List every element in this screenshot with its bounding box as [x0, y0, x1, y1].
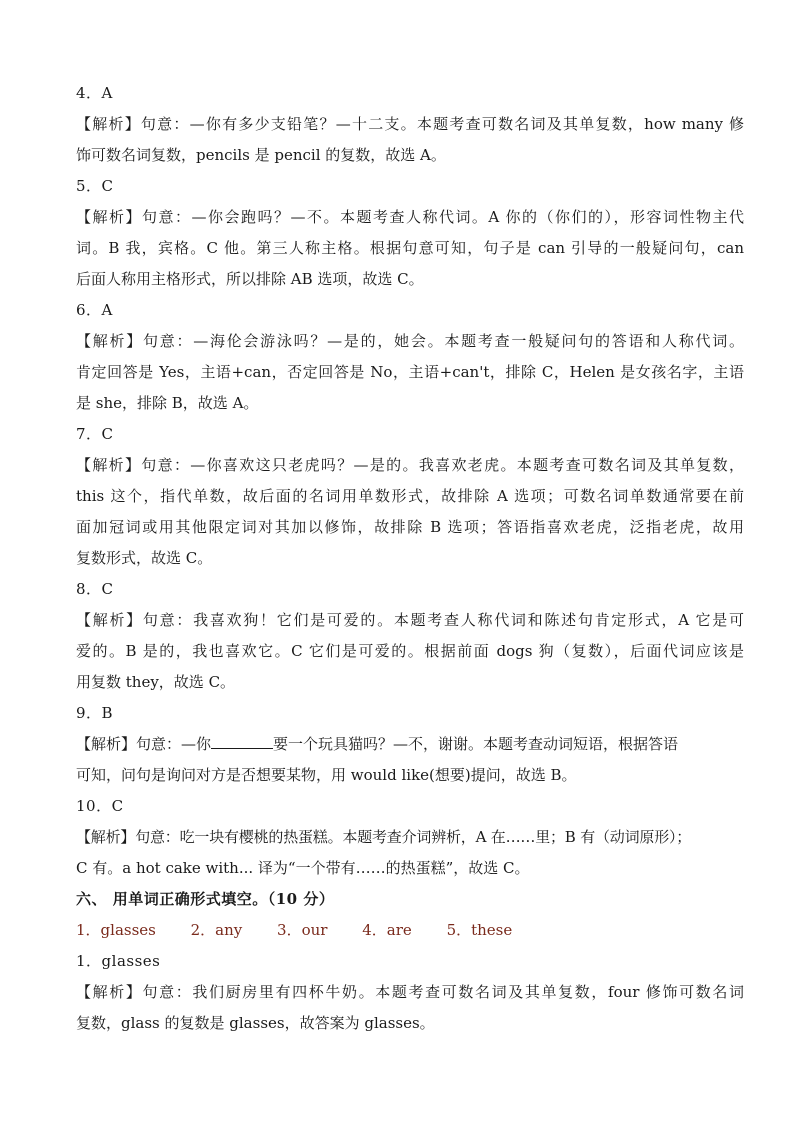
- explanation-line: 复数，glass 的复数是 glasses，故答案为 glasses。: [76, 1014, 435, 1032]
- explanation-line: C 有。a hot cake with... 译为“一个带有……的热蛋糕”，故选 C。: [76, 859, 530, 877]
- explanation-line: 【解析】句意：—海伦会游泳吗？—是的，她会。本题考查一般疑问句的答语和人称代词。: [76, 332, 744, 350]
- answer-number: 5．C: [76, 177, 114, 195]
- answer-number: 8．C: [76, 580, 114, 598]
- answer-number: 9．B: [76, 704, 114, 722]
- answer-key-item: 2．any: [190, 921, 243, 939]
- explanation-line: 可知，问句是询问对方是否想要某物，用 would like(想要)提问，故选 B。: [76, 766, 577, 784]
- explanation-line: 词。B 我，宾格。C 他。第三人称主格。根据句意可知，句子是 can 引导的一般疑问句，can: [76, 239, 744, 257]
- explanation-line: 【解析】句意：—你有多少支铅笔？—十二支。本题考查可数名词及其单复数，how many 修: [76, 115, 744, 133]
- explanation-line: 【解析】句意：—你会跑吗？—不。本题考查人称代词。A 你的（你们的），形容词性物主代: [76, 208, 744, 226]
- answer-key-item: 1．glasses: [76, 921, 156, 939]
- explanation-line: this 这个，指代单数，故后面的名词用单数形式，故排除 A 选项；可数名词单数通常要在前: [76, 487, 744, 505]
- answer-key-item: 5．these: [446, 921, 513, 939]
- answer-number: 1．glasses: [76, 952, 161, 970]
- explanation-line: 【解析】句意：—你喜欢这只老虎吗？—是的。我喜欢老虎。本题考查可数名词及其单复数，: [76, 456, 744, 474]
- explanation-line: 【解析】句意：我喜欢狗！它们是可爱的。本题考查人称代词和陈述句肯定形式，A 它是可: [76, 611, 744, 629]
- explanation-line: [76, 729, 744, 760]
- fill-blank: [211, 732, 273, 749]
- explanation-line: 饰可数名词复数，pencils 是 pencil 的复数，故选 A。: [76, 146, 446, 164]
- explanation-line: 面加冠词或用其他限定词对其加以修饰，故排除 B 选项；答语指喜欢老虎，泛指老虎，故用: [76, 518, 744, 536]
- answer-key-item: 3．our: [277, 921, 328, 939]
- document-page: [76, 78, 744, 1039]
- answer-number: 6．A: [76, 301, 113, 319]
- answer-key-row: [76, 915, 744, 946]
- explanation-line: 肯定回答是 Yes，主语+can，否定回答是 No，主语+can't，排除 C，Helen 是女孩名字，主语: [76, 363, 744, 381]
- answer-number: 7．C: [76, 425, 114, 443]
- explanation-line: 用复数 they，故选 C。: [76, 673, 236, 691]
- answer-number: 4．A: [76, 84, 113, 102]
- answer-number: 10．C: [76, 797, 124, 815]
- explanation-line: 【解析】句意：吃一块有樱桃的热蛋糕。本题考查介词辨析，A 在……里；B 有（动词原形）；: [76, 828, 692, 846]
- explanation-line: 爱的。B 是的，我也喜欢它。C 它们是可爱的。根据前面 dogs 狗（复数），后面代词应该是: [76, 642, 744, 660]
- explanation-line: 复数形式，故选 C。: [76, 549, 213, 567]
- explanation-text: 要一个玩具猫吗？—不，谢谢。本题考查动词短语，根据答语: [273, 735, 679, 753]
- explanation-line: 是 she，排除 B，故选 A。: [76, 394, 259, 412]
- explanation-line: 【解析】句意：我们厨房里有四杯牛奶。本题考查可数名词及其单复数，four 修饰可数名词: [76, 983, 744, 1001]
- explanation-line: 后面人称用主格形式，所以排除 AB 选项，故选 C。: [76, 270, 424, 288]
- section-title: 六、 用单词正确形式填空。（10 分）: [76, 890, 335, 908]
- answer-key-item: 4．are: [362, 921, 412, 939]
- explanation-text: 【解析】句意：—你: [76, 735, 212, 753]
